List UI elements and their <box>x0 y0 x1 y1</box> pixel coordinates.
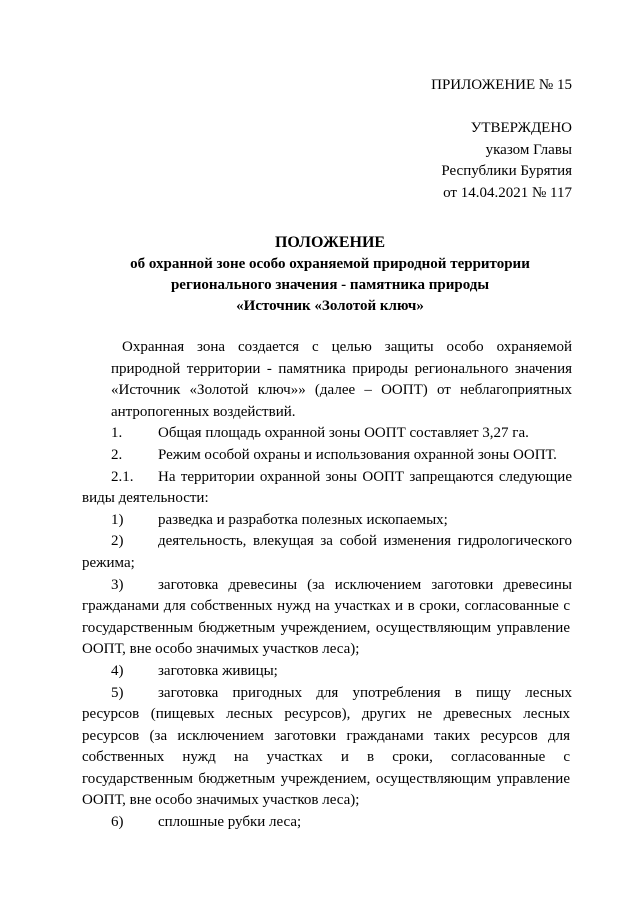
title-line: регионального значения - памятника природы <box>170 277 490 293</box>
item-text: разведка и разработка полезных ископаемых; <box>158 511 448 528</box>
list-item <box>82 575 572 661</box>
item-text: режима; <box>82 554 135 571</box>
item-text: ООПТ, вне особо значимых участков леса); <box>82 792 360 809</box>
list-item <box>82 531 572 574</box>
item-number: 5) <box>111 684 124 701</box>
list-item <box>111 510 572 532</box>
text-line: Охранная зона создается с целью защиты особо охраняемой <box>122 339 572 355</box>
document-body <box>82 337 572 834</box>
item-text: государственным бюджетным учреждением, осуществляющим управление <box>82 619 570 636</box>
item-text: заготовка пригодных для употребления в пищу лесных <box>158 684 572 701</box>
item-number: 1) <box>111 511 124 528</box>
item-number: 6) <box>111 814 124 831</box>
appendix-number: ПРИЛОЖЕНИЕ № 15 <box>431 77 572 93</box>
item-text: заготовка древесины (за исключением заготовки древесины <box>158 576 572 593</box>
approval-line: УТВЕРЖДЕНО <box>470 120 572 136</box>
text-line: природной территории - памятника природы регионального значения <box>111 360 572 377</box>
approval-line: от 14.04.2021 № 117 <box>443 184 572 201</box>
item-text: виды деятельности: <box>82 490 209 507</box>
approval-stamp <box>441 118 572 204</box>
text-line: «Источник «Золотой ключ»» (далее – ООПТ) от неблагоприятных <box>111 382 572 399</box>
title-heading: ПОЛОЖЕНИЕ <box>274 234 386 251</box>
list-item <box>111 445 572 467</box>
approval-line: указом Главы <box>485 141 572 158</box>
item-number: 3) <box>111 576 124 593</box>
list-item <box>111 661 572 683</box>
text-line: антропогенных воздействий. <box>111 403 296 420</box>
intro-paragraph <box>113 337 572 423</box>
item-number: 4) <box>111 662 124 679</box>
list-item <box>111 812 572 834</box>
item-text: ресурсов (за исключением заготовки гражданами таких ресурсов для <box>82 727 570 744</box>
item-text: ООПТ, вне особо значимых участков леса); <box>82 641 360 658</box>
item-text: собственных нужд на участках и в сроки, согласованные с <box>82 749 570 766</box>
title-line: «Источник «Золотой ключ» <box>236 298 424 314</box>
item-text: Режим особой охраны и использования охранной зоны ООПТ. <box>158 446 557 463</box>
item-text: ресурсов (пищевых лесных ресурсов), других не древесных лесных <box>82 706 570 723</box>
item-text: сплошные рубки леса; <box>158 814 302 831</box>
document-title <box>90 232 570 317</box>
item-number: 2) <box>111 533 124 550</box>
list-item <box>111 423 572 445</box>
approval-line: Республики Бурятия <box>441 163 572 179</box>
item-text: На территории охранной зоны ООПТ запрещаются следующие <box>158 468 572 485</box>
item-number: 2. <box>111 446 123 463</box>
item-text: государственным бюджетным учреждением, осуществляющим управление <box>82 770 570 787</box>
title-line: об охранной зоне особо охраняемой природной территории <box>130 256 530 272</box>
item-text: гражданами для собственных нужд на участках и в сроки, согласованные с <box>82 598 570 615</box>
item-text: Общая площадь охранной зоны ООПТ составляет 3,27 га. <box>158 425 529 442</box>
item-text: заготовка живицы; <box>158 662 278 679</box>
item-text: деятельность, влекущая за собой изменения гидрологического <box>158 533 572 550</box>
list-item <box>82 467 572 510</box>
item-number: 1. <box>111 425 123 442</box>
item-number: 2.1. <box>111 468 134 485</box>
list-item <box>82 683 572 813</box>
